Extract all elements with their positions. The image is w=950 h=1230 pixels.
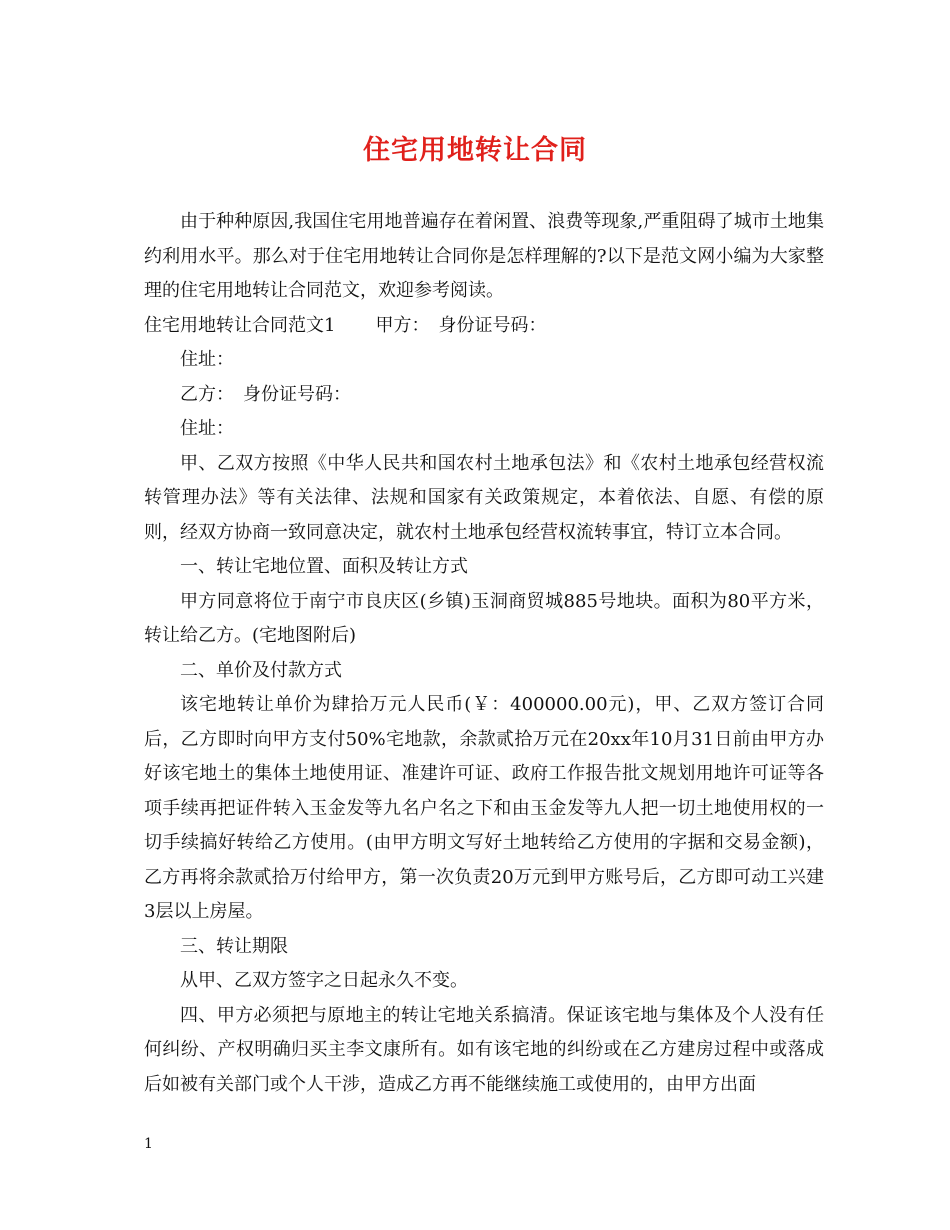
section-4-text: 四、甲方必须把与原地主的转让宅地关系搞清。保证该宅地与集体及个人没有任何纠纷、产权明确归买主李文康所有。如有该宅地的纠纷或在乙方建房过程中或落成后如被有关部门或个人干涉，造成乙方再不能继续施工或使用的，由甲方出面 — [144, 1004, 824, 1095]
party-a-address: 住址： — [180, 349, 234, 370]
section-3-heading: 三、转让期限 — [180, 935, 288, 957]
sample-heading-line — [144, 309, 824, 344]
document-title: 住宅用地转让合同 — [363, 135, 587, 166]
section-1-text: 甲方同意将位于南宁市良庆区(乡镇)玉洞商贸城885号地块。面积为80平方米，转让给乙方。(宅地图附后) — [144, 590, 824, 646]
section-3-text: 从甲、乙双方签字之日起永久不变。 — [180, 970, 468, 991]
preamble-paragraph: 甲、乙双方按照《中华人民共和国农村土地承包法》和《农村土地承包经营权流转管理办法》等有关法律、法规和国家有关政策规定，本着依法、自愿、有偿的原则，经双方协商一致同意决定，就农村土地承包经营权流转事宜，特订立本合同。 — [144, 452, 824, 543]
section-2-heading: 二、单价及付款方式 — [180, 659, 342, 681]
section-2-text: 该宅地转让单价为肆拾万元人民币(￥：400000.00元)，甲、乙双方签订合同后，乙方即时向甲方支付50%宅地款，余款贰拾万元在20xx年10月31日前由甲方办好该宅地土的集体土地使用证、准建许可证、政府工作报告批文规划用地许可证等各项手续再把证件转入玉金发等九名户名之下和由玉金发等九人把一切土地使用权的一切手续搞好转给乙方使用。(由甲方明文写好土地转给乙方使用的字据和交易金额)，乙方再将余款贰拾万付给甲方，第一次负责20万元到甲方账号后，乙方即可动工兴建3层以上房屋。 — [144, 694, 824, 922]
party-b-address: 住址： — [180, 418, 234, 439]
party-a-line: 甲方： 身份证号码： — [375, 314, 547, 336]
page-number: 1 — [144, 1136, 153, 1152]
sample-label: 住宅用地转让合同范文1 — [144, 314, 336, 336]
party-b-line: 乙方： 身份证号码： — [180, 383, 351, 405]
document-body — [144, 205, 824, 1102]
section-1-heading: 一、转让宅地位置、面积及转让方式 — [180, 556, 468, 577]
intro-paragraph: 由于种种原因,我国住宅用地普遍存在着闲置、浪费等现象,严重阻碍了城市土地集约利用水平。那么对于住宅用地转让合同你是怎样理解的?以下是范文网小编为大家整理的住宅用地转让合同范文，欢迎参考阅读。 — [144, 211, 824, 301]
